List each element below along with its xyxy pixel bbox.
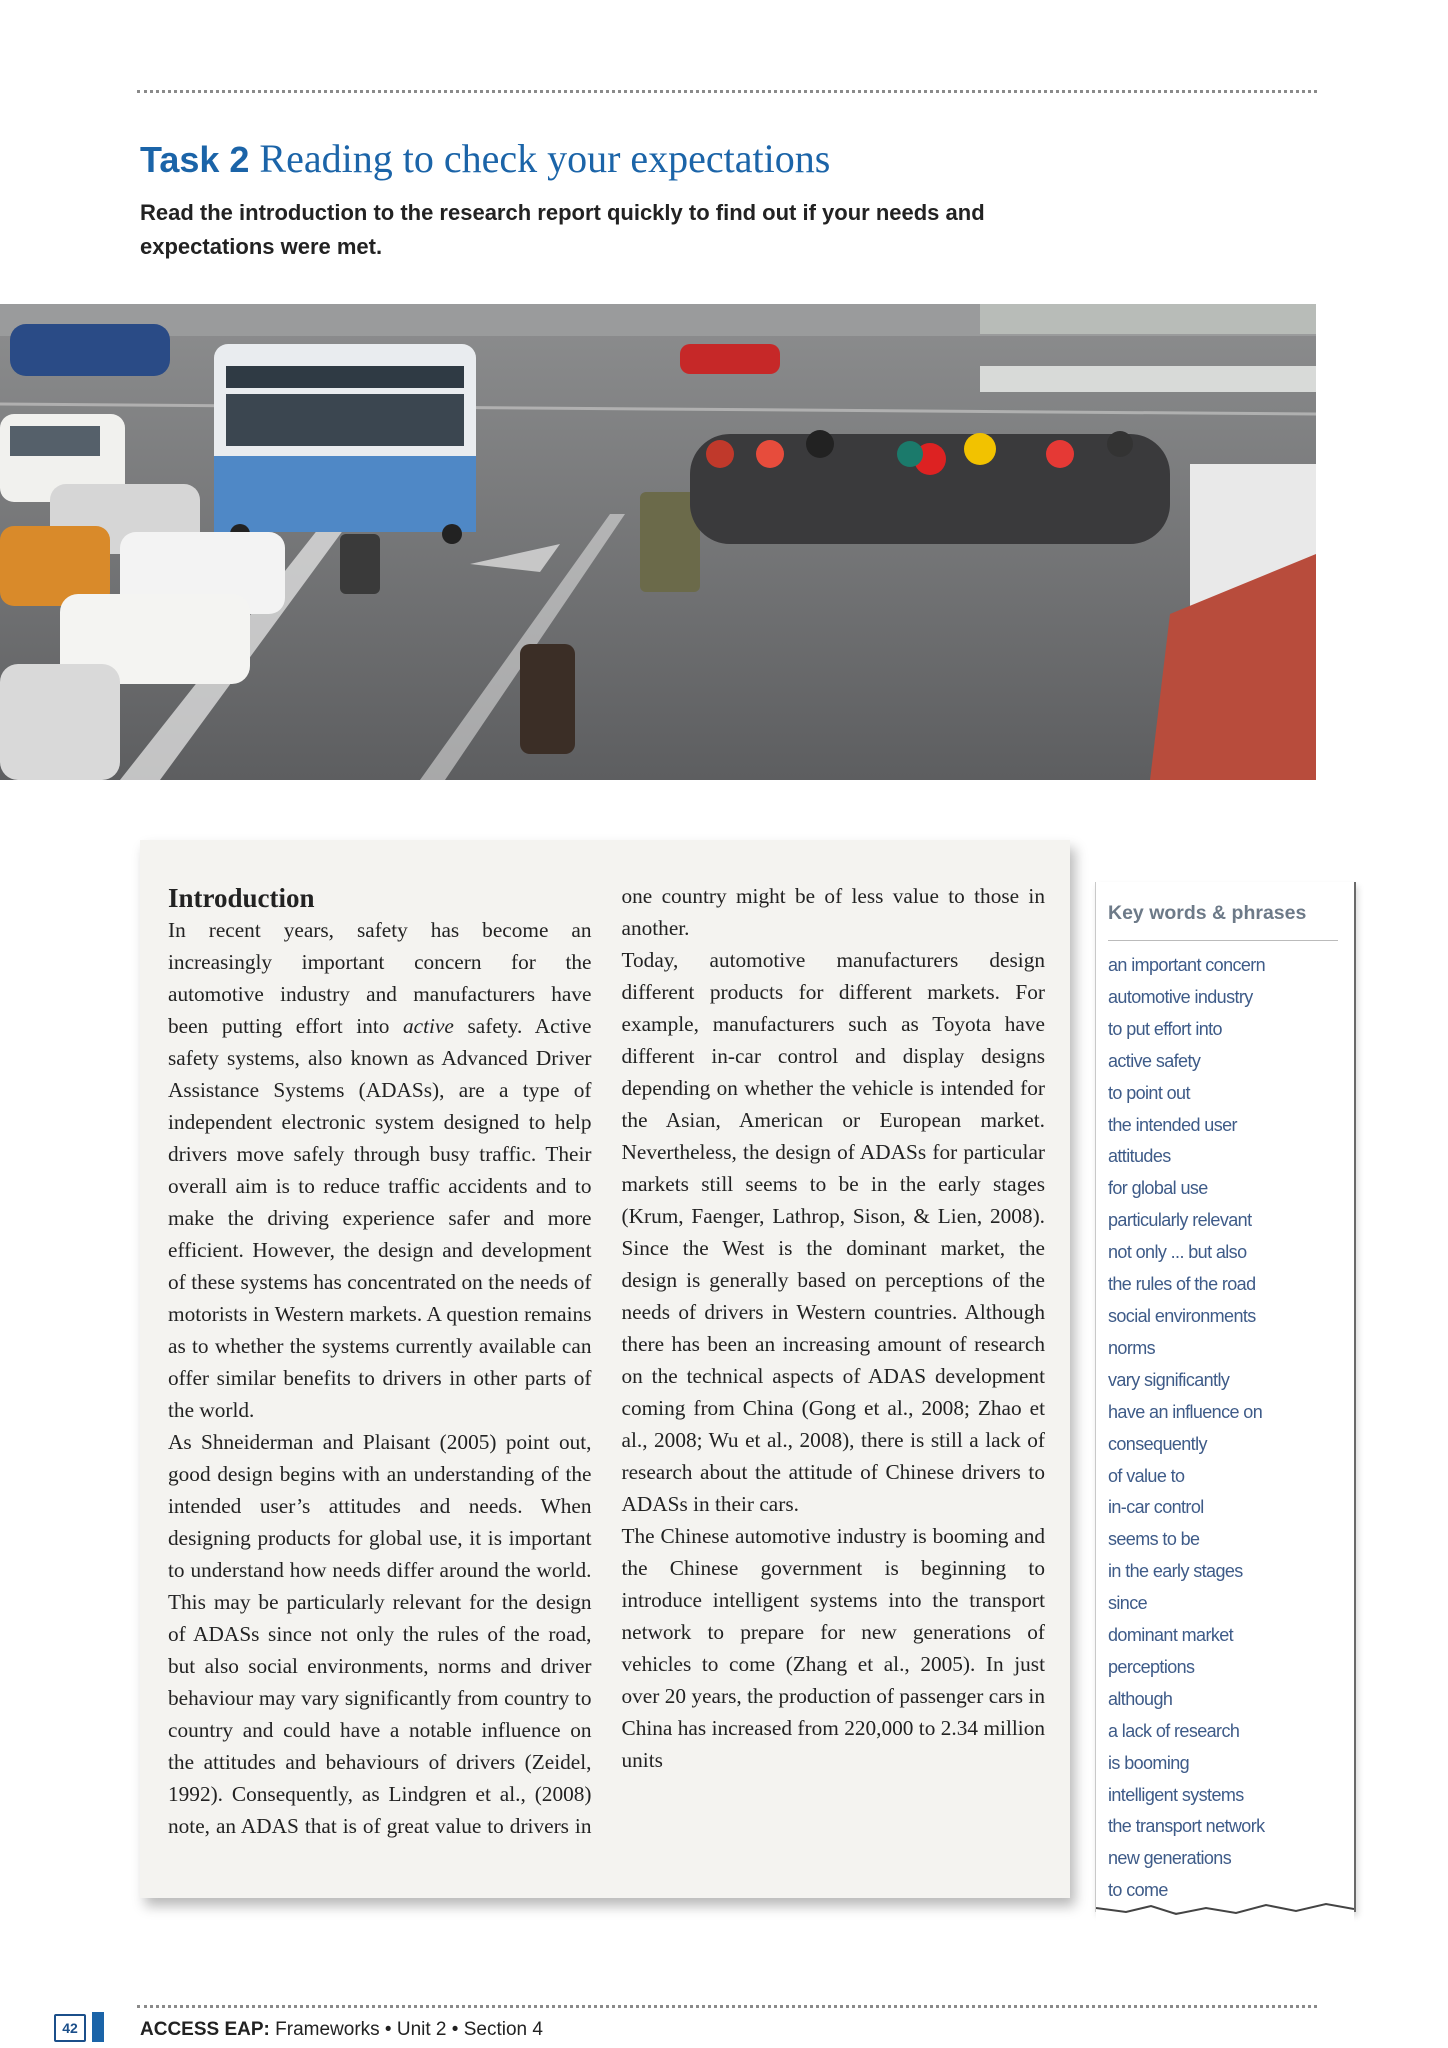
key-words-list	[1108, 950, 1265, 1907]
key-word-item: intelligent systems	[1108, 1784, 1244, 1805]
key-word-item: active safety	[1108, 1050, 1201, 1071]
key-word-item: have an influence on	[1108, 1401, 1263, 1422]
footer-brand: ACCESS EAP:	[140, 2019, 270, 2040]
key-word-item: the rules of the road	[1108, 1274, 1256, 1295]
key-words-panel	[1095, 882, 1356, 1912]
key-word-item: to put effort into	[1108, 1018, 1222, 1039]
article-paragraph: As Shneiderman and Plaisant (2005) point out, good design begins with an understanding of the intended user’s attitudes and needs. When designing products for global use, it is important to understand how needs differ around the world. This may be particularly relevant for the design of ADASs since not only the rules of the road, but also social environments, norms and driver behaviour may vary significantly from country to country and could have a notable influence on the attitudes and behaviours of drivers (Zeidel, 1992). Consequently, as Lindgren et al., (2008) note, an ADAS that is of great value to drivers in one country might be of less value to those in another.	[168, 884, 1045, 1838]
task-label: Task 2	[140, 139, 250, 180]
paragraph-text: safety. Active safety systems, also known as Advanced Driver Assistance Systems (ADASs), are a type of independent electronic system designed to help drivers move safely through busy traffic. Their overall aim is to reduce traffic accidents and to make the driving experience safer and more efficient. However, the design and development of these systems has concentrated on the needs of motorists in Western markets. A question remains as to whether the systems currently available can offer similar benefits to drivers in other parts of the world.	[168, 1014, 592, 1422]
key-word-item: an important concern	[1108, 955, 1266, 975]
article-body	[168, 880, 1045, 1880]
key-word-item: norms	[1108, 1337, 1156, 1358]
key-word-item: to point out	[1108, 1082, 1190, 1103]
key-word-item: the intended user	[1108, 1114, 1237, 1135]
key-word-item: vary significantly	[1108, 1369, 1230, 1390]
key-word-item: is booming	[1108, 1752, 1190, 1773]
article-paragraph	[168, 914, 592, 1426]
key-word-item: the transport network	[1108, 1816, 1265, 1837]
footer-series: Frameworks • Unit 2 • Section 4	[275, 2019, 543, 2040]
key-word-item: dominant market	[1108, 1625, 1234, 1646]
key-word-item: a lack of research	[1108, 1720, 1240, 1741]
key-word-item: automotive industry	[1108, 986, 1253, 1007]
key-word-item: to come	[1108, 1880, 1168, 1901]
key-word-item: in the early stages	[1108, 1561, 1243, 1582]
key-word-item: of value to	[1108, 1465, 1185, 1486]
key-word-item: for global use	[1108, 1178, 1208, 1199]
key-word-item: in-car control	[1108, 1497, 1204, 1518]
task-instruction: Read the introduction to the research report quickly to find out if your needs and expectations were met.	[140, 200, 985, 259]
key-word-item: since	[1108, 1593, 1148, 1614]
article-card	[140, 840, 1070, 1898]
emphasis-text: active	[403, 1014, 454, 1038]
key-words-title: Key words & phrases	[1108, 902, 1307, 924]
footer	[140, 2019, 543, 2041]
task-heading	[140, 135, 830, 182]
traffic-photo	[0, 304, 1316, 780]
page-number: 42	[54, 2014, 86, 2042]
key-word-item: consequently	[1108, 1433, 1207, 1454]
key-word-item: new generations	[1108, 1848, 1232, 1869]
bottom-dotted-rule	[137, 2005, 1317, 2008]
key-word-item: seems to be	[1108, 1529, 1200, 1550]
key-word-item: social environments	[1108, 1305, 1256, 1326]
top-dotted-rule	[137, 90, 1317, 93]
key-word-item: not only ... but also	[1108, 1242, 1247, 1263]
task-title: Reading to check your expectations	[259, 136, 831, 181]
key-word-item: although	[1108, 1688, 1173, 1709]
torn-paper-edge	[1096, 1894, 1354, 1924]
page-number-bar	[92, 2012, 104, 2042]
key-word-item: attitudes	[1108, 1146, 1171, 1167]
paragraph-text: In recent years, safety has become an increasingly important concern for the automotive industry and manufacturers have been putting effort into	[168, 918, 592, 1038]
key-word-item: particularly relevant	[1108, 1210, 1252, 1231]
article-paragraph: Today, automotive manufacturers design different products for different markets. For example, manufacturers such as Toyota have different in-car control and display designs depending on whether the vehicle is intended for the Asian, American or European market. Nevertheless, the design of ADASs for particular markets still seems to be in the early stages (Krum, Faenger, Lathrop, Sison, & Lien, 2008). Since the West is the dominant market, the design is generally based on perceptions of the needs of drivers in Western countries. Although there has been an increasing amount of research on the technical aspects of ADAS development coming from China (Gong et al., 2008; Zhao et al., 2008; Wu et al., 2008), there is still a lack of research about the attitude of Chinese drivers to ADASs in their cars.	[621, 948, 1045, 1516]
article-heading: Introduction	[168, 883, 315, 913]
key-words-divider	[1108, 940, 1338, 941]
article-paragraph: The Chinese automotive industry is booming and the Chinese government is beginning to introduce intelligent systems into the transport network to prepare for new generations of vehicles to come (Zhang et al., 2005). In just over 20 years, the production of passenger cars in China has increased from 220,000 to 2.34 million units	[621, 1524, 1045, 1772]
key-word-item: perceptions	[1108, 1656, 1195, 1677]
